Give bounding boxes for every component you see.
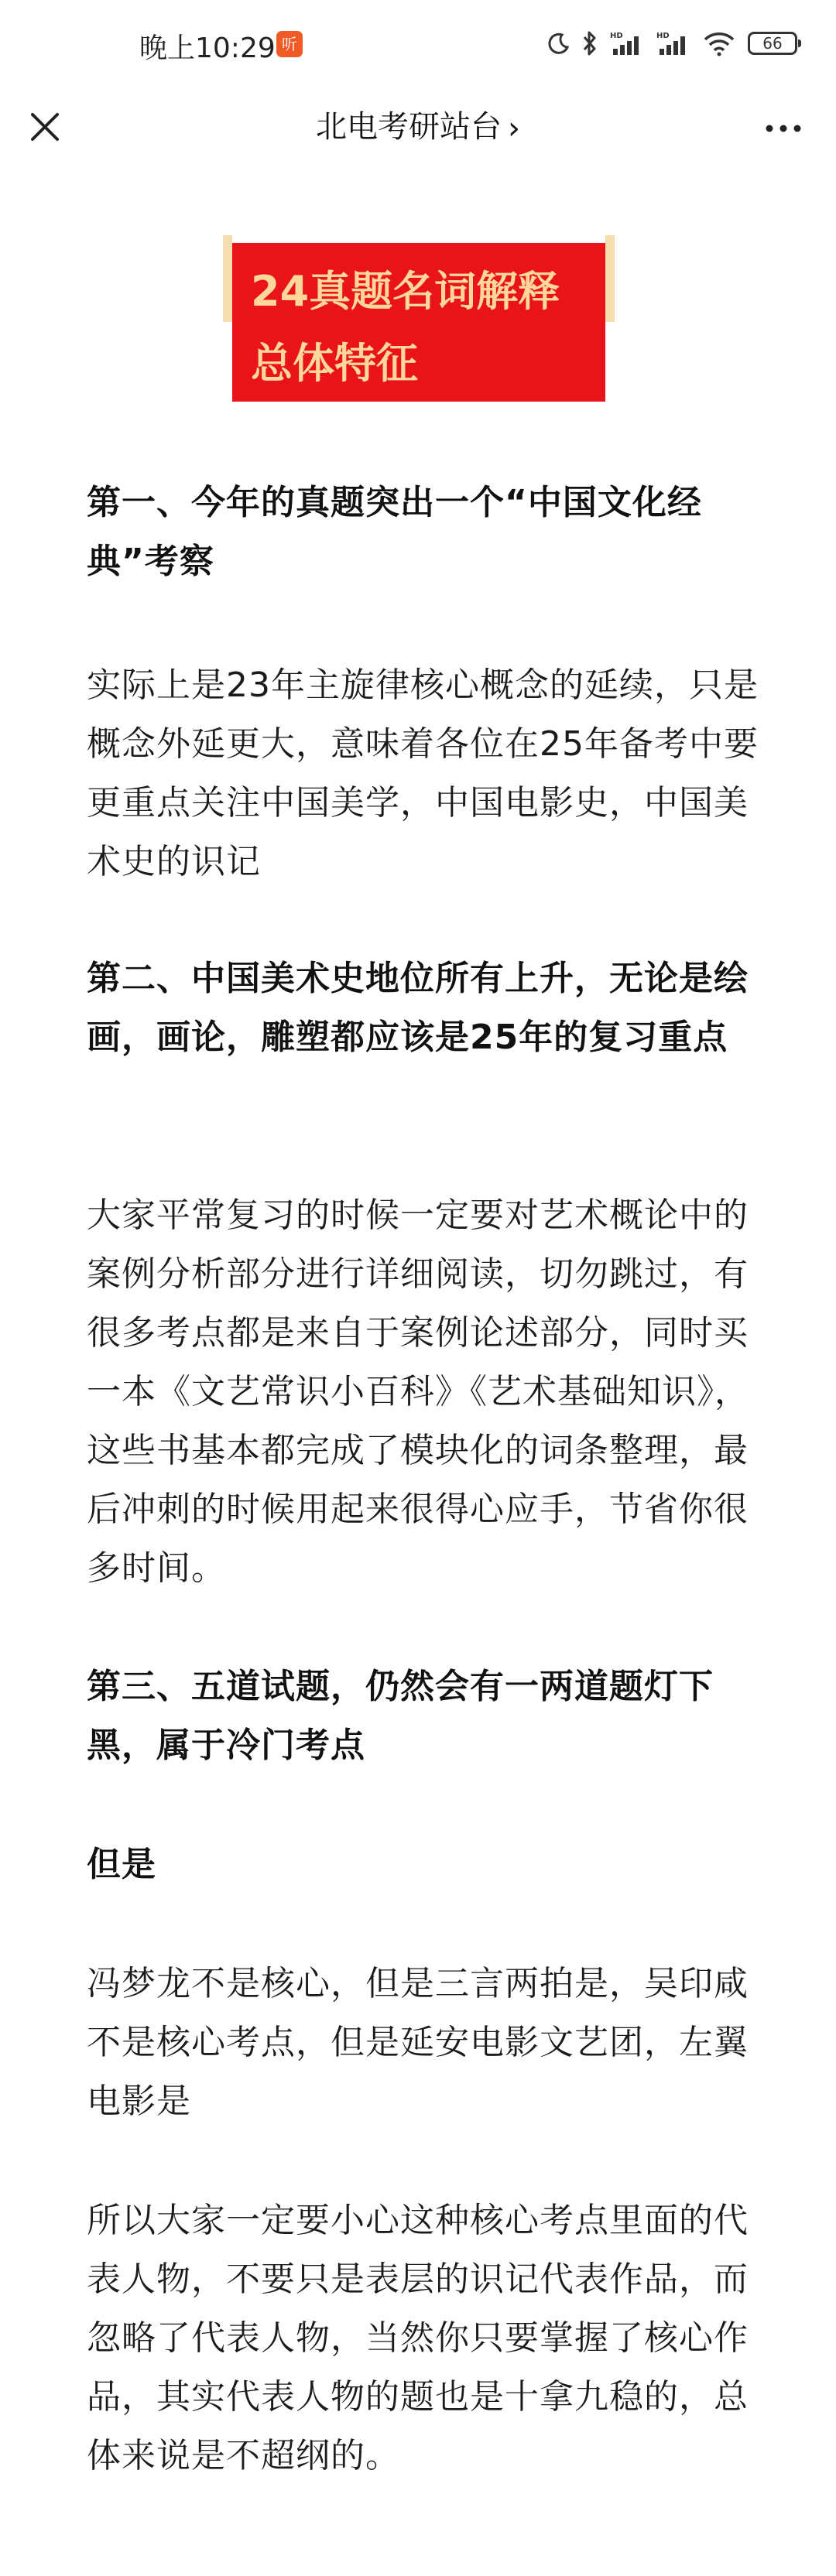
paragraph-3: 冯梦龙不是核心，但是三言两拍是，吴印咸不是核心考点，但是延安电影文艺团，左翼电影是 <box>87 1964 749 2121</box>
status-icons <box>546 28 797 59</box>
status-time: 晚上10:29 <box>139 32 276 64</box>
section-heading-2: 第二、中国美术史地位所有上升，无论是绘画，画论，雕塑都应该是25年的复习重点 <box>87 959 749 1057</box>
chevron-right-icon: › <box>508 111 520 146</box>
nav-bar <box>0 85 836 170</box>
bluetooth-icon <box>582 30 598 56</box>
nav-title: 北电考研站台 <box>316 109 502 145</box>
more-icon[interactable] <box>759 107 808 150</box>
heading-line-2: 总体特征 <box>251 339 418 388</box>
svg-text:HD: HD <box>656 32 670 40</box>
battery-icon: 66 <box>748 32 797 55</box>
moon-icon <box>546 32 570 55</box>
wifi-icon <box>703 30 735 56</box>
section-heading-1: 第一、今年的真题突出一个“中国文化经典”考察 <box>87 483 702 581</box>
nav-title-link[interactable] <box>0 102 836 146</box>
status-bar <box>0 0 836 85</box>
svg-text:HD: HD <box>610 32 623 40</box>
section-heading-4: 但是 <box>87 1845 156 1884</box>
section-heading-3: 第三、五道试题，仍然会有一两道题灯下黑，属于冷门考点 <box>87 1667 714 1765</box>
heading-banner <box>232 243 605 402</box>
listen-badge-icon: 听 <box>276 31 303 57</box>
paragraph-4: 所以大家一定要小心这种核心考点里面的代表人物，不要只是表层的识记代表作品，而忽略了代表人物，当然你只要掌握了核心作品，其实代表人物的题也是十拿九稳的，总体来说是不超纲的。 <box>87 2201 749 2475</box>
heading-line-1: 24真题名词解释 <box>251 267 560 316</box>
paragraph-2: 大家平常复习的时候一定要对艺术概论中的案例分析部分进行详细阅读，切勿跳过，有很多考点都是来自于案例论述部分，同时买一本《文艺常识小百科》《艺术基础知识》，这些书基本都完成了模块化的词条整理，最后冲刺的时候用起来很得心应手，节省你很多时间。 <box>87 1196 749 1588</box>
signal-hd-icon <box>610 30 644 56</box>
paragraph-1: 实际上是23年主旋律核心概念的延续，只是概念外延更大，意味着各位在25年备考中要更重点关注中国美学，中国电影史，中国美术史的识记 <box>87 665 759 881</box>
signal-hd-icon <box>656 30 690 56</box>
